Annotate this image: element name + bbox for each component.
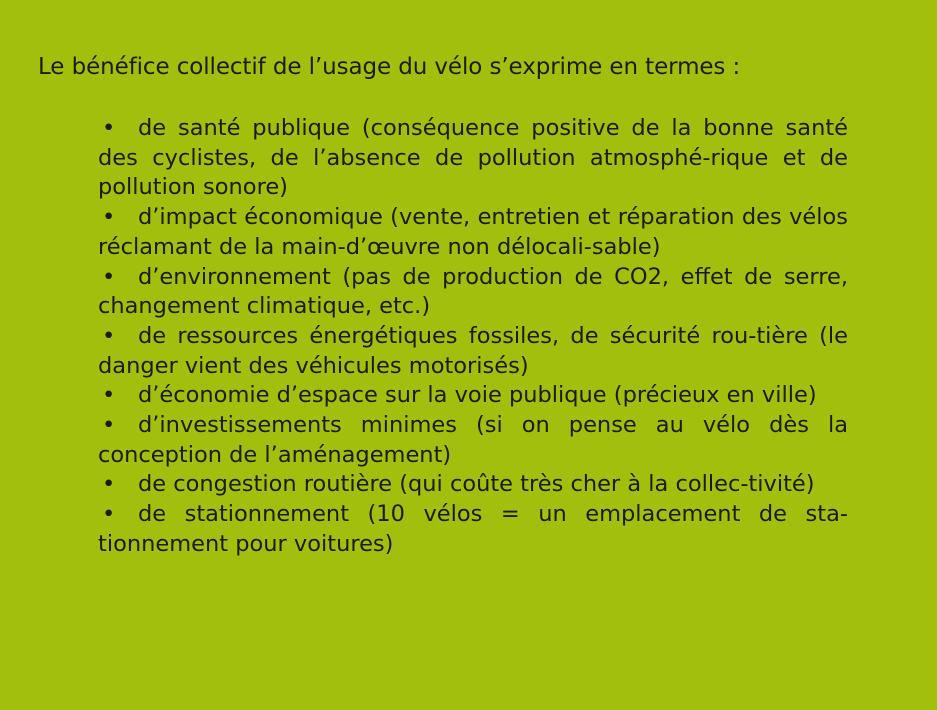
list-item [98,411,848,470]
list-item-text: de ressources énergétiques fossiles, de sécurité rou-tière (le danger vient des véhicules motorisés) [98,322,848,379]
bullet-icon: • [102,263,116,290]
list-item [98,114,848,203]
list-item [98,500,848,559]
list-item [98,322,848,381]
list-item [98,470,848,500]
panel-heading: Le bénéfice collectif de l’usage du vélo s’exprime en termes : [38,54,741,80]
bullet-icon: • [102,412,116,439]
list-item-text: d’investissements minimes (si on pense au vélo dès la conception de l’aménagement) [98,412,848,468]
bullet-icon: • [102,322,116,349]
list-item-text: de santé publique (conséquence positive de la bonne santé des cyclistes, de l’absence de pollution atmosphé-rique et de pollution sonore) [98,115,848,201]
list-item [98,203,848,262]
list-item-text: d’impact économique (vente, entretien et réparation des vélos réclamant de la main-d’œuvre non délocali-sable) [98,204,848,260]
bullet-icon: • [102,471,116,498]
list-item [98,263,848,322]
list-item-text: de congestion routière (qui coûte très cher à la collec-tivité) [138,471,815,498]
list-item-text: d’économie d’espace sur la voie publique (précieux en ville) [138,382,817,409]
bullet-icon: • [102,501,116,528]
list-item-text: de stationnement (10 vélos = un emplacement de sta-tionnement pour voitures) [98,501,848,557]
list-item [98,381,848,411]
bullet-icon: • [102,204,116,231]
bullet-icon: • [102,115,116,141]
list-item-text: d’environnement (pas de production de CO2, effet de serre, changement climatique, etc.) [98,263,848,320]
bullet-icon: • [102,382,116,409]
benefit-list [98,114,848,560]
